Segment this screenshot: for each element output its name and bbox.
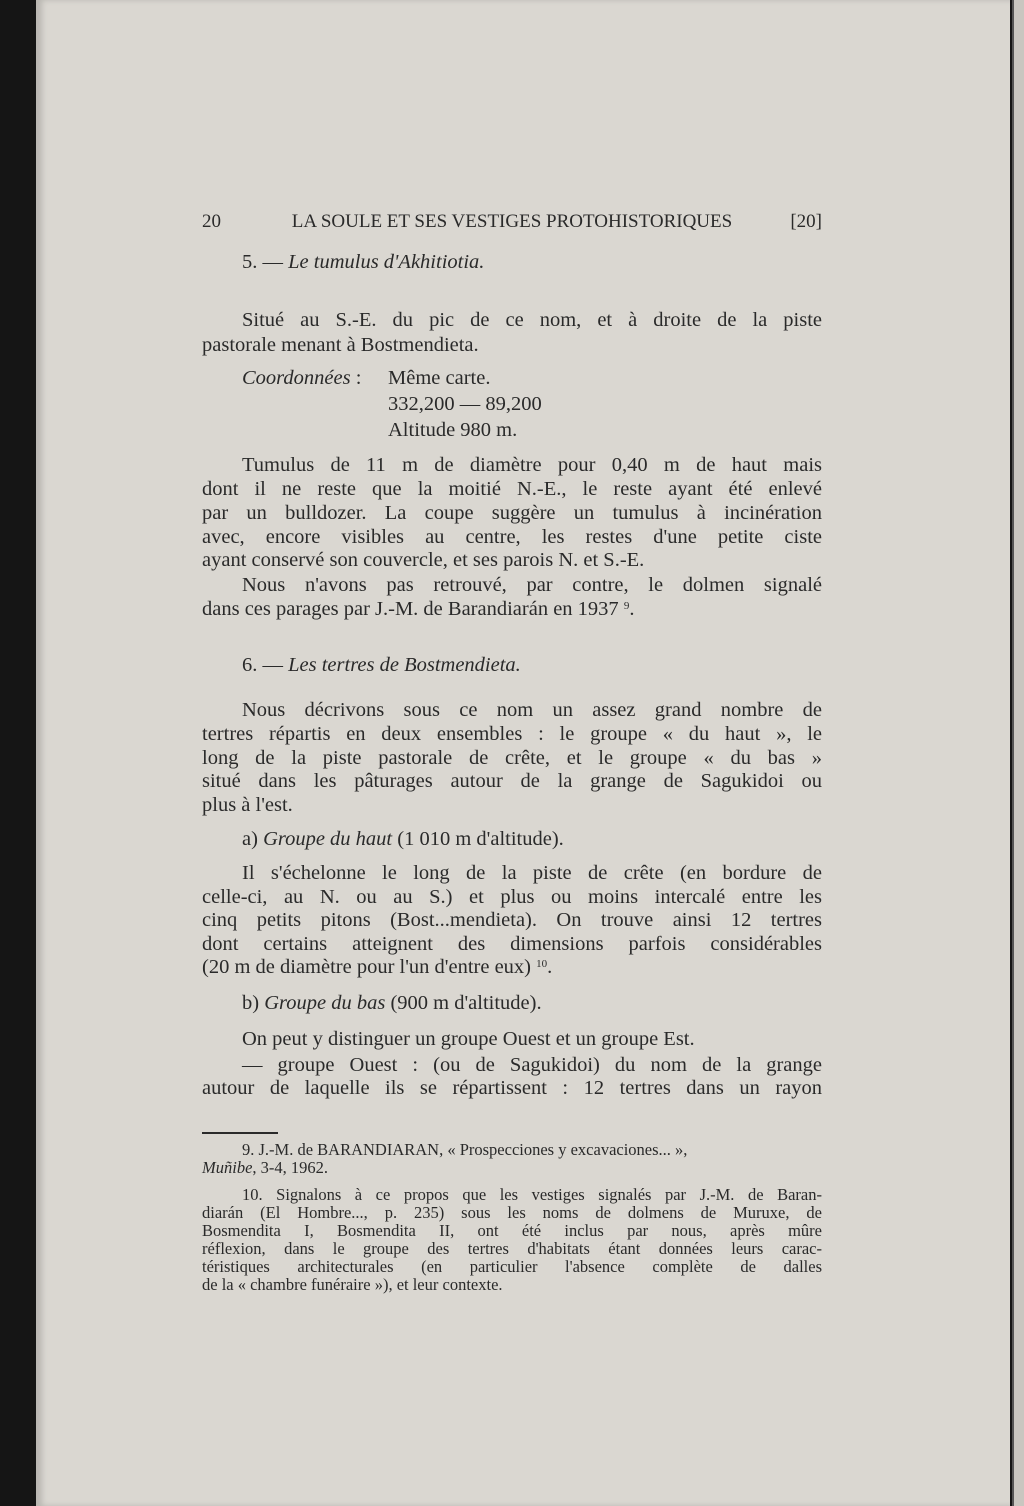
paragraph-line: — groupe Ouest : (ou de Sagukidoi) du nom de la grange: [242, 1054, 822, 1076]
heading-title: Le tumulus d'Akhitiotia.: [288, 251, 485, 273]
paragraph-line: dont certains atteignent des dimensions parfois considérables: [202, 933, 822, 955]
sub-label: a): [242, 828, 264, 850]
heading-title: Les tertres de Bostmendieta.: [288, 654, 521, 676]
line-text: (20 m de diamètre pour l'un d'entre eux): [202, 956, 532, 978]
paragraph-line: On peut y distinguer un groupe Ouest et un groupe Est.: [242, 1028, 695, 1050]
paragraph-line: dont il ne reste que la moitié N.-E., le reste ayant été enlevé: [202, 478, 822, 500]
coordinates-value: Même carte.: [388, 367, 491, 389]
paragraph-line: par un bulldozer. La coupe suggère un tumulus à incinération: [202, 502, 822, 524]
footnote-line: téristiques architecturales (en particulier l'absence complète de dalles: [202, 1257, 822, 1276]
paragraph-line: plus à l'est.: [202, 794, 293, 816]
footnote-line: réflexion, dans le groupe des tertres d'habitats étant données leurs carac-: [202, 1239, 822, 1258]
footnote-rule: [202, 1132, 278, 1134]
citation-rest: , 3-4, 1962.: [252, 1158, 329, 1177]
paragraph-line: pastorale menant à Bostmendieta.: [202, 334, 479, 356]
footnote-9: 9. J.-M. de BARANDIARAN, « Prospecciones y excavaciones... »,: [242, 1140, 688, 1159]
footnote-ref: 10: [536, 958, 548, 970]
paragraph-line: [202, 955, 822, 979]
sub-label: b): [242, 992, 265, 1014]
paragraph-line: avec, encore visibles au centre, les restes d'une petite ciste: [202, 526, 822, 548]
paragraph-line: long de la piste pastorale de crête, et le groupe « du bas »: [202, 747, 822, 769]
paragraph-line: celle-ci, au N. ou au S.) et plus ou moins intercalé entre les: [202, 886, 822, 908]
paragraph-line: Il s'échelonne le long de la piste de crête (en bordure de: [242, 862, 822, 884]
coord-colon: :: [350, 367, 362, 389]
paragraph-line: Nous n'avons pas retrouvé, par contre, le dolmen signalé: [242, 574, 822, 596]
footnote-line: Bosmendita I, Bosmendita II, ont été inclus par nous, après mûre: [202, 1221, 822, 1240]
footnote-line: 10. Signalons à ce propos que les vestiges signalés par J.-M. de Baran-: [242, 1185, 822, 1204]
coord-label: Coordonnées: [242, 367, 351, 389]
paragraph-line: cinq petits pitons (Bost...mendieta). On trouve ainsi 12 tertres: [202, 909, 822, 931]
bracket-page-number: [20]: [790, 211, 822, 232]
journal-title: Muñibe: [202, 1158, 253, 1177]
page-number: 20: [202, 211, 221, 232]
sub-rest: (900 m d'altitude).: [385, 992, 542, 1014]
paragraph-line: [202, 597, 822, 621]
footnote-line: diarán (El Hombre..., p. 235) sous les noms de dolmens de Muruxe, de: [202, 1203, 822, 1222]
section-5-heading: [202, 250, 862, 274]
line-text: dans ces parages par J.-M. de Barandiarán en 1937: [202, 598, 619, 620]
subheading-a: [202, 827, 862, 851]
coordinates-value: Altitude 980 m.: [388, 419, 518, 441]
footnote-9-cont: [202, 1159, 822, 1177]
line-end: .: [547, 956, 553, 978]
paragraph-line: tertres répartis en deux ensembles : le groupe « du haut », le: [202, 723, 822, 745]
paragraph-line: Nous décrivons sous ce nom un assez grand nombre de: [242, 699, 822, 721]
paragraph-line: ayant conservé son couvercle, et ses parois N. et S.-E.: [202, 549, 645, 571]
subheading-b: [202, 991, 862, 1015]
sub-title: Groupe du bas: [264, 992, 386, 1014]
paragraph-line: Tumulus de 11 m de diamètre pour 0,40 m de haut mais: [242, 454, 822, 476]
paragraph-line: Situé au S.-E. du pic de ce nom, et à droite de la piste: [242, 309, 822, 331]
line-end: .: [629, 598, 635, 620]
paragraph-line: autour de laquelle ils se répartissent : 12 tertres dans un rayon: [202, 1077, 822, 1099]
running-title: LA SOULE ET SES VESTIGES PROTOHISTORIQUES: [291, 211, 733, 232]
heading-number: 5. —: [242, 251, 289, 273]
heading-number: 6. —: [242, 654, 289, 676]
paragraph-line: situé dans les pâturages autour de la grange de Sagukidoi ou: [202, 770, 822, 792]
footnote-ref: 9: [623, 600, 630, 612]
sub-title: Groupe du haut: [263, 828, 393, 850]
sub-rest: (1 010 m d'altitude).: [392, 828, 564, 850]
coordinates-value: 332,200 — 89,200: [388, 393, 542, 415]
section-6-heading: [202, 653, 862, 677]
footnote-line: de la « chambre funéraire »), et leur contexte.: [202, 1275, 503, 1294]
next-page-edge: [1012, 0, 1024, 1506]
